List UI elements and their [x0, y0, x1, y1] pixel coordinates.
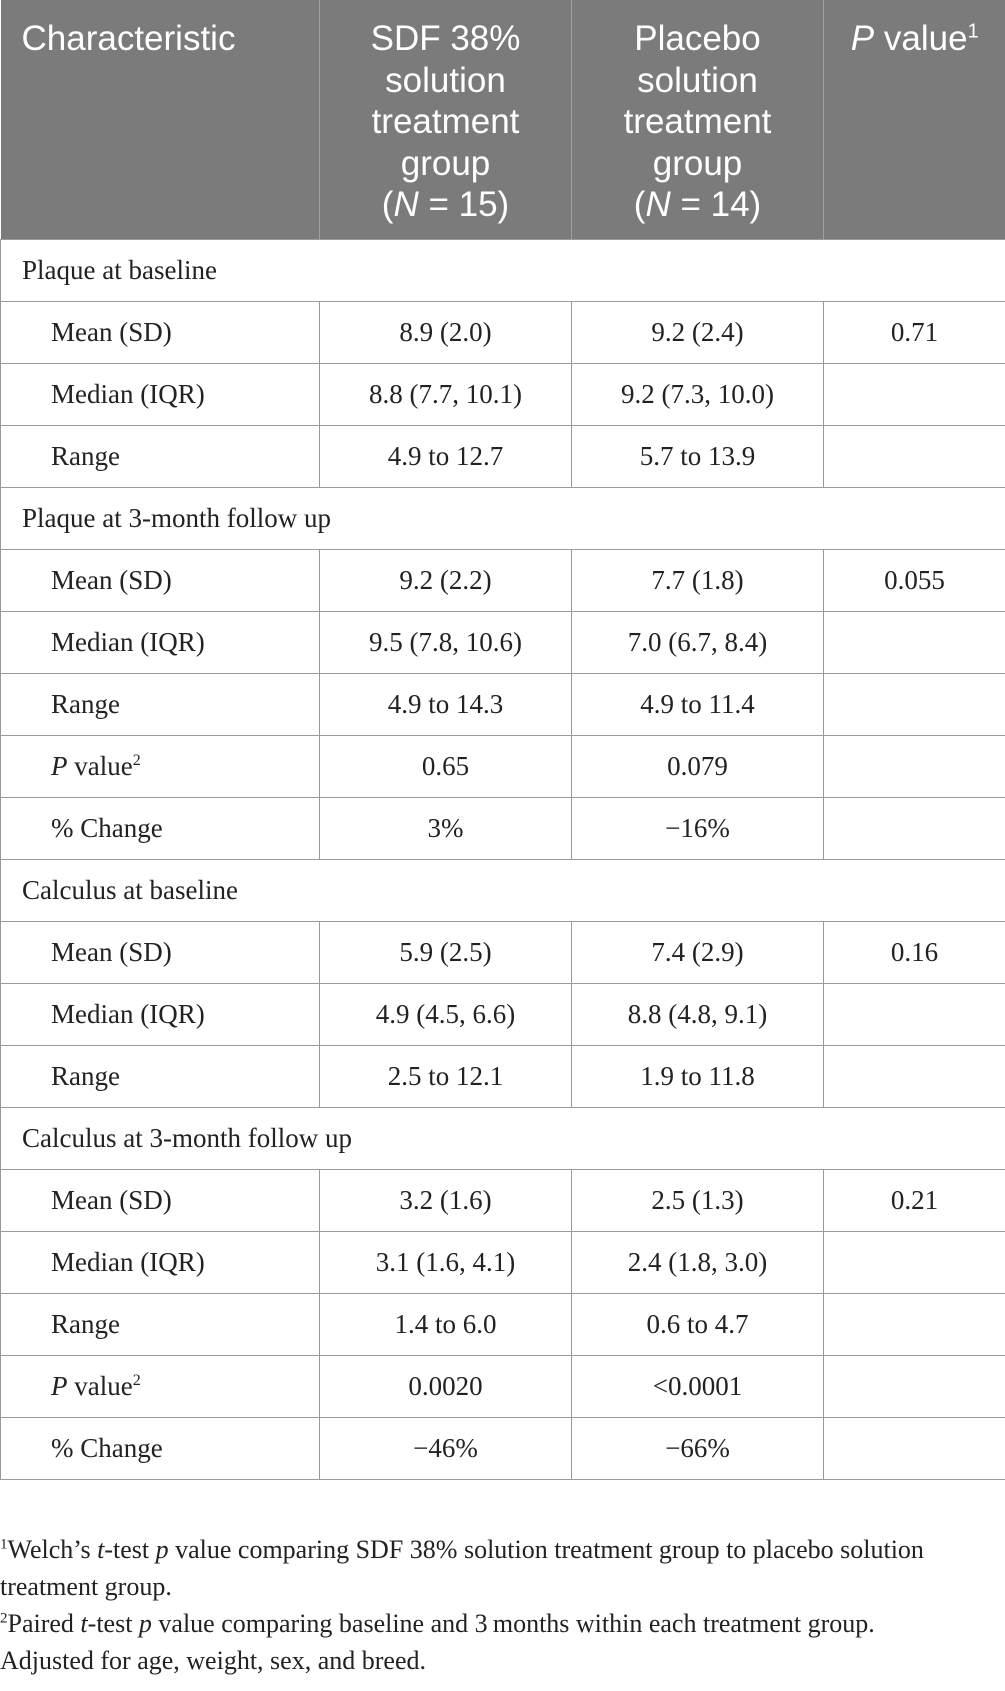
header-placebo-group: Placebo solution treatment group (N = 14) [572, 0, 824, 239]
row-label: Median (IQR) [1, 983, 320, 1045]
p-value-cell [824, 425, 1005, 487]
sdf-value-cell: 4.9 (4.5, 6.6) [320, 983, 572, 1045]
header-characteristic: Characteristic [1, 0, 320, 239]
footnotes [0, 1531, 1000, 1679]
placebo-value-cell: 2.4 (1.8, 3.0) [572, 1231, 824, 1293]
table-row [1, 1293, 1005, 1355]
section-title: Calculus at baseline [1, 859, 1005, 921]
p-value-cell [824, 1231, 1005, 1293]
placebo-value-cell: 1.9 to 11.8 [572, 1045, 824, 1107]
section-title: Plaque at 3-month follow up [1, 487, 1005, 549]
row-label: Range [1, 1293, 320, 1355]
table-row [1, 549, 1005, 611]
placebo-value-cell: 4.9 to 11.4 [572, 673, 824, 735]
row-label: % Change [1, 797, 320, 859]
sdf-value-cell: 3% [320, 797, 572, 859]
sdf-value-cell: 0.65 [320, 735, 572, 797]
footnote-2: $^2$Paired t-test p value comparing baseline and 3 months within each treatment group. [0, 1609, 875, 1638]
p-value-cell [824, 1355, 1005, 1417]
row-label: Median (IQR) [1, 363, 320, 425]
row-label: Range [1, 1045, 320, 1107]
p-value-cell: 0.16 [824, 921, 1005, 983]
p-value-cell [824, 1045, 1005, 1107]
row-label: Median (IQR) [1, 611, 320, 673]
row-label: Mean (SD) [1, 921, 320, 983]
table-row [1, 1417, 1005, 1479]
sdf-value-cell: 4.9 to 14.3 [320, 673, 572, 735]
p-value-cell [824, 983, 1005, 1045]
sdf-value-cell: 2.5 to 12.1 [320, 1045, 572, 1107]
table-row [1, 1231, 1005, 1293]
sdf-value-cell: 3.2 (1.6) [320, 1169, 572, 1231]
p-value-cell [824, 673, 1005, 735]
table-row [1, 301, 1005, 363]
row-label: P value$^2$ [1, 735, 320, 797]
placebo-value-cell: 8.8 (4.8, 9.1) [572, 983, 824, 1045]
row-label: % Change [1, 1417, 320, 1479]
placebo-value-cell: 9.2 (7.3, 10.0) [572, 363, 824, 425]
placebo-value-cell: 9.2 (2.4) [572, 301, 824, 363]
table-row [1, 797, 1005, 859]
footnote-1: $^1$Welch’s t-test p value comparing SDF 38% solution treatment group to placebo solution treatment group. [0, 1535, 924, 1601]
row-label: Median (IQR) [1, 1231, 320, 1293]
table-row [1, 1355, 1005, 1417]
sdf-value-cell: 3.1 (1.6, 4.1) [320, 1231, 572, 1293]
p-value-cell [824, 1417, 1005, 1479]
table-row [1, 921, 1005, 983]
placebo-value-cell: 7.0 (6.7, 8.4) [572, 611, 824, 673]
sdf-value-cell: 9.2 (2.2) [320, 549, 572, 611]
placebo-value-cell: 0.079 [572, 735, 824, 797]
row-label: Mean (SD) [1, 1169, 320, 1231]
table-row [1, 1045, 1005, 1107]
placebo-value-cell: 7.4 (2.9) [572, 921, 824, 983]
placebo-value-cell: 2.5 (1.3) [572, 1169, 824, 1231]
sdf-value-cell: 4.9 to 12.7 [320, 425, 572, 487]
sdf-value-cell: 8.9 (2.0) [320, 301, 572, 363]
row-label: P value$^2$ [1, 1355, 320, 1417]
section-title: Plaque at baseline [1, 239, 1005, 301]
p-value-cell [824, 363, 1005, 425]
row-label: Range [1, 673, 320, 735]
placebo-value-cell: −16% [572, 797, 824, 859]
placebo-value-cell: −66% [572, 1417, 824, 1479]
sdf-value-cell: 9.5 (7.8, 10.6) [320, 611, 572, 673]
header-sdf-group: SDF 38% solution treatment group (N = 15) [320, 0, 572, 239]
table-row [1, 611, 1005, 673]
sdf-value-cell: 1.4 to 6.0 [320, 1293, 572, 1355]
p-value-cell [824, 1293, 1005, 1355]
row-label: Mean (SD) [1, 301, 320, 363]
row-label: Range [1, 425, 320, 487]
sdf-value-cell: 0.0020 [320, 1355, 572, 1417]
placebo-value-cell: 5.7 to 13.9 [572, 425, 824, 487]
p-value-cell: 0.71 [824, 301, 1005, 363]
p-value-cell: 0.21 [824, 1169, 1005, 1231]
table-row [1, 363, 1005, 425]
header-p-value: P value$^1$ [824, 0, 1005, 239]
section-header-row [1, 487, 1005, 549]
section-title: Calculus at 3-month follow up [1, 1107, 1005, 1169]
sdf-value-cell: 5.9 (2.5) [320, 921, 572, 983]
section-header-row [1, 239, 1005, 301]
p-value-cell: 0.055 [824, 549, 1005, 611]
table-row [1, 425, 1005, 487]
table-header [1, 0, 1005, 239]
table-row [1, 735, 1005, 797]
sdf-value-cell: 8.8 (7.7, 10.1) [320, 363, 572, 425]
table-body [1, 239, 1005, 1479]
table-row [1, 1169, 1005, 1231]
p-value-cell [824, 735, 1005, 797]
footnote-3: Adjusted for age, weight, sex, and breed. [0, 1646, 426, 1675]
table-row [1, 673, 1005, 735]
p-value-cell [824, 611, 1005, 673]
p-value-cell [824, 797, 1005, 859]
section-header-row [1, 1107, 1005, 1169]
sdf-value-cell: −46% [320, 1417, 572, 1479]
section-header-row [1, 859, 1005, 921]
placebo-value-cell: 7.7 (1.8) [572, 549, 824, 611]
placebo-value-cell: <0.0001 [572, 1355, 824, 1417]
placebo-value-cell: 0.6 to 4.7 [572, 1293, 824, 1355]
row-label: Mean (SD) [1, 549, 320, 611]
table-row [1, 983, 1005, 1045]
